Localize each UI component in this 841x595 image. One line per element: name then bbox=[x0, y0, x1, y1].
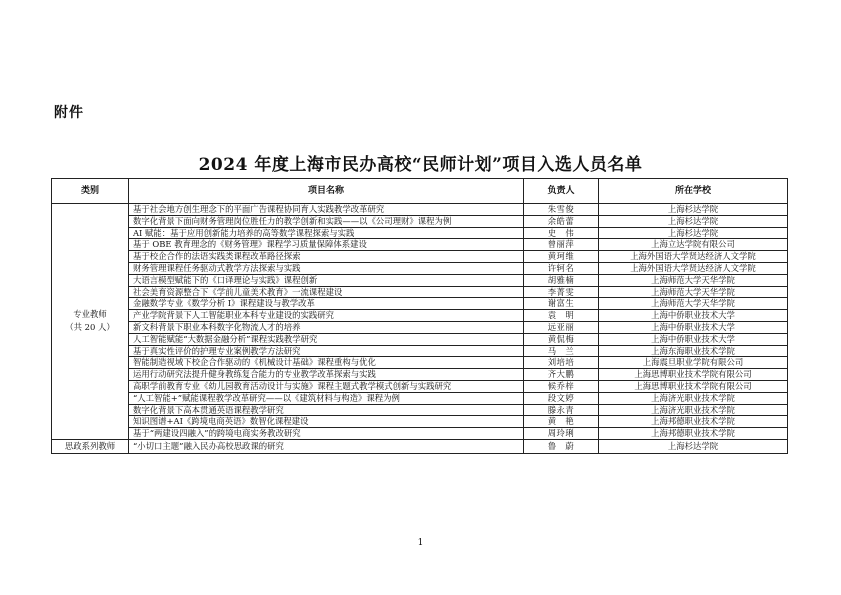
table-row bbox=[52, 369, 788, 381]
school-cell: 上海杉达学院 bbox=[599, 227, 788, 239]
project-name-cell: 基于 OBE 教育理念的《财务管理》课程学习质量保障体系建设 bbox=[129, 239, 524, 251]
person-cell: 齐大鹏 bbox=[524, 369, 599, 381]
project-name-cell: 数字化背景下高本贯通英语课程教学研究 bbox=[129, 404, 524, 416]
project-name-cell: 大语言模型赋能下的《口译理论与实践》课程创新 bbox=[129, 274, 524, 286]
school-cell: 上海外国语大学贤达经济人文学院 bbox=[599, 251, 788, 263]
project-name-cell: 运用行动研究法提升健身教练复合能力的专业教学改革探索与实践 bbox=[129, 369, 524, 381]
table-body bbox=[52, 204, 788, 454]
table-row bbox=[52, 286, 788, 298]
person-cell: 候乔梓 bbox=[524, 380, 599, 392]
project-name-cell: 基于真实性评价的护理专业案例教学方法研究 bbox=[129, 345, 524, 357]
document-title: 2024 年度上海市民办高校“民师计划”项目入选人员名单 bbox=[198, 155, 643, 175]
project-name-cell: 知识图谱+AI《跨境电商英语》数智化课程建设 bbox=[129, 416, 524, 428]
table-header-row bbox=[52, 179, 788, 204]
person-cell: 袁 明 bbox=[524, 310, 599, 322]
person-cell: 段文婷 bbox=[524, 392, 599, 404]
person-cell: 朱雪俊 bbox=[524, 204, 599, 216]
table-row bbox=[52, 392, 788, 404]
person-cell: 李菁雯 bbox=[524, 286, 599, 298]
table-row bbox=[52, 262, 788, 274]
person-cell: 谢富生 bbox=[524, 298, 599, 310]
project-name-cell: 财务管理课程任务驱动式教学方法探索与实践 bbox=[129, 262, 524, 274]
table-row bbox=[52, 321, 788, 333]
project-name-cell: “小切口主题”融入民办高校思政课的研究 bbox=[129, 439, 524, 453]
table-row bbox=[52, 333, 788, 345]
table-row bbox=[52, 215, 788, 227]
project-name-cell: 金融数学专业《数学分析 I》课程建设与教学改革 bbox=[129, 298, 524, 310]
table-row bbox=[52, 274, 788, 286]
table-row bbox=[52, 239, 788, 251]
project-name-cell: 智能制造视域下校企合作驱动的《机械设计基础》课程重构与优化 bbox=[129, 357, 524, 369]
table-row bbox=[52, 298, 788, 310]
school-cell: 上海中侨职业技术大学 bbox=[599, 310, 788, 322]
table-row bbox=[52, 251, 788, 263]
table-row bbox=[52, 227, 788, 239]
person-cell: 许轲名 bbox=[524, 262, 599, 274]
person-cell: 鲁 蔚 bbox=[524, 439, 599, 453]
school-cell: 上海济光职业技术学院 bbox=[599, 404, 788, 416]
selection-table bbox=[51, 178, 788, 454]
person-cell: 远亚丽 bbox=[524, 321, 599, 333]
table-row bbox=[52, 380, 788, 392]
person-cell: 刘培培 bbox=[524, 357, 599, 369]
table-row bbox=[52, 416, 788, 428]
page-number: 1 bbox=[417, 538, 424, 548]
person-cell: 黄珂维 bbox=[524, 251, 599, 263]
person-cell: 马 兰 bbox=[524, 345, 599, 357]
attachment-label: 附件 bbox=[54, 105, 84, 121]
project-name-cell: 新文科背景下职业本科数字化物流人才的培养 bbox=[129, 321, 524, 333]
school-cell: 上海震旦职业学院有限公司 bbox=[599, 357, 788, 369]
person-cell: 史 伟 bbox=[524, 227, 599, 239]
category-cell bbox=[52, 439, 129, 453]
school-cell: 上海杉达学院 bbox=[599, 215, 788, 227]
person-cell: 周玲琍 bbox=[524, 428, 599, 440]
school-cell: 上海东海职业技术学院 bbox=[599, 345, 788, 357]
school-cell: 上海中侨职业技术大学 bbox=[599, 321, 788, 333]
school-cell: 上海师范大学天华学院 bbox=[599, 286, 788, 298]
project-name-cell: “人工智能+”赋能课程教学改革研究——以《建筑材料与构造》课程为例 bbox=[129, 392, 524, 404]
school-cell: 上海外国语大学贤达经济人文学院 bbox=[599, 262, 788, 274]
person-cell: 黄侃梅 bbox=[524, 333, 599, 345]
school-cell: 上海邦德职业技术学院 bbox=[599, 428, 788, 440]
project-name-cell: AI 赋能：基于应用创新能力培养的高等数学课程探索与实践 bbox=[129, 227, 524, 239]
category-label: 思政系列教师 bbox=[64, 440, 116, 451]
project-name-cell: 基于“两建设四融入”的跨境电商实务教改研究 bbox=[129, 428, 524, 440]
project-name-cell: 社会美育资源整合下《学前儿童美术教育》一流课程建设 bbox=[129, 286, 524, 298]
header-person: 负责人 bbox=[524, 179, 599, 204]
table-row bbox=[52, 439, 788, 453]
header-school: 所在学校 bbox=[599, 179, 788, 204]
header-project-name: 项目名称 bbox=[129, 179, 524, 204]
project-name-cell: 数字化背景下面向财务管理岗位胜任力的教学创新和实践——以《公司理财》课程为例 bbox=[129, 215, 524, 227]
table-row bbox=[52, 404, 788, 416]
school-cell: 上海杉达学院 bbox=[599, 439, 788, 453]
school-cell: 上海中侨职业技术大学 bbox=[599, 333, 788, 345]
category-cell bbox=[52, 204, 129, 440]
project-name-cell: 人工智能赋能“大数据金融分析”课程实践教学研究 bbox=[129, 333, 524, 345]
header-category: 类别 bbox=[52, 179, 129, 204]
school-cell: 上海思博职业技术学院有限公司 bbox=[599, 380, 788, 392]
project-name-cell: 产业学院背景下人工智能职业本科专业建设的实践研究 bbox=[129, 310, 524, 322]
project-name-cell: 基于校企合作的法语实践类课程改革路径探索 bbox=[129, 251, 524, 263]
school-cell: 上海师范大学天华学院 bbox=[599, 274, 788, 286]
person-cell: 余皓蕾 bbox=[524, 215, 599, 227]
category-label: 专业教师 bbox=[73, 309, 107, 320]
category-count: （共 20 人） bbox=[65, 322, 115, 333]
table-row bbox=[52, 310, 788, 322]
project-name-cell: 高职学前教育专业《幼儿园教育活动设计与实施》课程主题式教学模式创新与实践研究 bbox=[129, 380, 524, 392]
table-row bbox=[52, 428, 788, 440]
table-row bbox=[52, 357, 788, 369]
school-cell: 上海立达学院有限公司 bbox=[599, 239, 788, 251]
school-cell: 上海邦德职业技术学院 bbox=[599, 416, 788, 428]
person-cell: 曾丽萍 bbox=[524, 239, 599, 251]
school-cell: 上海杉达学院 bbox=[599, 204, 788, 216]
person-cell: 黄 艳 bbox=[524, 416, 599, 428]
table-row bbox=[52, 204, 788, 216]
school-cell: 上海师范大学天华学院 bbox=[599, 298, 788, 310]
table-row bbox=[52, 345, 788, 357]
school-cell: 上海济光职业技术学院 bbox=[599, 392, 788, 404]
project-name-cell: 基于社会地方创生理念下的平面广告课程协同育人实践教学改革研究 bbox=[129, 204, 524, 216]
school-cell: 上海思博职业技术学院有限公司 bbox=[599, 369, 788, 381]
person-cell: 滕永青 bbox=[524, 404, 599, 416]
person-cell: 胡雅楠 bbox=[524, 274, 599, 286]
